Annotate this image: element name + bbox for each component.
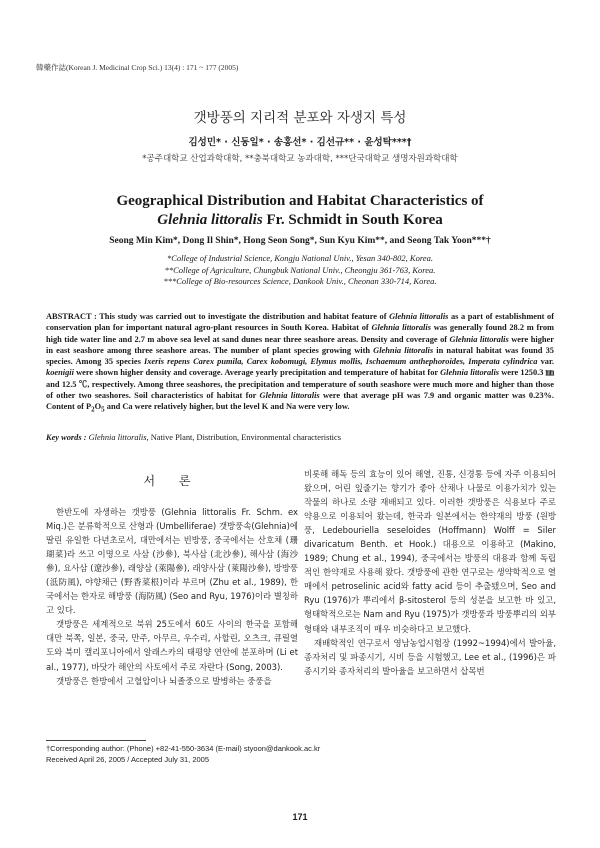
abstract-text: were higher in east seashore among three seashore areas. The number of plant species growing with [46, 334, 554, 355]
english-authors: Seong Min Kim*, Dong Il Shin*, Hong Seon Song*, Sun Kyu Kim**, and Seong Tak Yoon***† [109, 236, 491, 246]
abstract-text: var. [537, 357, 555, 367]
abstract-text: and Ca were relatively higher, but the level K and Na were very low. [104, 402, 350, 412]
abstract-text: were 1250.3 ㎜ and 12.5 ℃, respectively. Among three seashores, the precipitation and temperature of south seashore were much more and higher than those of other two seashores. Soil characteristics of habitat for [46, 368, 554, 401]
abstract-text: were shown higher density and coverage. Average yearly precipitation and temperature of habitat for [73, 368, 441, 378]
footnote-divider [46, 740, 146, 741]
abstract-text: were that average pH was 7.9 and organic matter was 0.23%. Content of P [46, 391, 555, 412]
subscript: 5 [101, 406, 105, 415]
abstract [46, 311, 554, 416]
subscript: 2 [91, 406, 95, 415]
english-title-rest: Fr. Schmidt in South Korea [262, 212, 443, 228]
abstract-label: ABSTRACT : [46, 312, 100, 321]
keywords-species: Glehnia littoralis [88, 433, 147, 442]
english-affiliations [0, 253, 600, 288]
abstract-species: Glehnia littoralis [259, 391, 320, 401]
keywords-label: Key words : [46, 433, 89, 442]
abstract-species: Glehnia littoralis [389, 312, 449, 321]
english-title [0, 192, 600, 230]
abstract-text: This study was carried out to investigate the distribution and habitat feature of [99, 312, 390, 321]
english-title-line2 [0, 211, 600, 230]
abstract-species: Glehnia littoralis [440, 368, 500, 378]
korean-title: 갯방풍의 지리적 분포와 자생지 특성 [193, 110, 407, 126]
english-title-line1: Geographical Distribution and Habitat Characteristics of [116, 193, 484, 209]
right-column [304, 467, 556, 678]
received-accepted: Received April 26, 2005 / Accepted July 31, 2005 [46, 755, 210, 764]
paragraph: 갯방풍은 한방에서 고혈압이나 뇌졸중으로 발병하는 중풍을 [56, 675, 272, 686]
paragraph: 한반도에 자생하는 갯방풍 (Glehnia littoralis Fr. Schm. ex Miq.)은 분류학적으로 산형과 (Umbelliferae) 갯방풍속(Glehnia)에 딸린 유일한 다년초로서, 대만에서는 빈방풍, 중국에서는 산호채 (珊瑚菜)라 쓰고 이명으로 사삼 (沙參), 북사삼 (北沙參), 해사삼 (海沙參), 요사삼 (遼沙參), 래양삼 (萊陽參), 래양사삼 (萊陽沙參), 방방풍 (泜防風), 야향채근 (野香菜根)이라 부르며 (Zhu et al., 1989), 한국에서는 한자로 해방풍 (海防風) (Seo and Ryu, 1976)이라 별칭하고 있다. [46, 507, 298, 616]
footnote [46, 743, 320, 765]
abstract-species-list: Ixeris repens Carex pumila, Carex kobomugi, Elymus mollis, Ischaemum anthephoroides, Imperata cylindrica [143, 357, 538, 367]
section-heading-introduction: 서 론 [143, 474, 201, 488]
keywords-text: , Native Plant, Distribution, Environmental characteristics [146, 433, 341, 442]
abstract-text: was generally found 28.2 m from high tide water line and 2.7 m above sea level at sand dunes near three seashore areas. Density and coverage of [46, 323, 554, 344]
english-affiliation-1: *College of Industrial Science, Kongju National Univ., Yesan 340-802, Korea. [166, 253, 433, 263]
korean-authors: 김성민* · 신동일* · 송홍선* · 김선규** · 윤성탁***† [188, 137, 412, 148]
keywords [46, 433, 554, 442]
paragraph: 비롯해 해독 등의 효능이 있어 해열, 진통, 신경통 등에 자주 이용되어 왔으며, 어린 잎줄기는 향기가 좋아 산채나 나물로 이용가치가 있는 작물의 하나로 소량 재배되고 있다. 이러한 갯방풍은 식용보다 주로 약용으로 이용되어 왔는데, 한국과 일본에서는 한약재의 방풍 (원방풍, Ledebouriella seseloides (Hoffmann) Wolff = Siler divaricatum Benth. et Hook.) 대용으로 이용하고 (Makino, 1989; Chung et al., 1994), 중국에서는 방풍의 대용과 함께 독립적인 한약재로 사용해 왔다. 갯방풍에 관한 연구로는 생약학적으로 열매에서 petroselinic acid와 fatty acid 등이 추출됐으며, Seo and Ryu (1976)가 뿌리에서 β-sitosterol 등의 성분을 보고한 바 있고, 형태학적으로는 Nam and Ryu (1975)가 갯방풍과 방풍뿌리의 외부형태와 내부조직이 매우 비슷하다고 보고했다. [304, 469, 556, 634]
left-column [46, 505, 298, 688]
abstract-text: in natural habitat was found 35 species. Among 35 species [46, 345, 554, 367]
abstract-variety: koenigii [46, 368, 74, 378]
abstract-species: Glehnia littoralis [449, 334, 509, 344]
corresponding-author: †Corresponding author: (Phone) +82-41-550-3634 (E-mail) styoon@dankook.ac.kr [46, 744, 321, 753]
abstract-species: Glehnia littoralis [371, 323, 431, 333]
paragraph: 갯방풍은 세계적으로 북위 25도에서 60도 사이의 한국을 포함해 대만 북쪽, 일본, 중국, 만주, 아무르, 우수리, 사할린, 오츠크, 큐릴열도와 북미 캘리포니아에서 알래스카의 태평양 연안에 분포하며 (Li et al., 1977), 바닷가 해안의 사토에서 주로 자란다 (Song, 2003). [46, 619, 298, 672]
english-affiliation-3: ***College of Bio-resources Science, Dankook Univ., Cheonan 330-714, Korea. [163, 276, 437, 286]
korean-affiliations: *공주대학교 산업과학대학, **충북대학교 농과대학, ***단국대학교 생명자원과학대학 [142, 154, 458, 164]
paragraph: 재배학적인 연구로서 영남농업시험장 (1992~1994)에서 발아율, 종자처리 및 파종시기, 시비 등을 시험했고, Lee et al., (1996)은 파종시기와 종자처리의 발아율을 보고하면서 삽목번 [304, 637, 556, 676]
abstract-text: as a part of establishment of conservation plan for important natural agro-plant resources in South Korea. Habitat of [46, 312, 554, 333]
abstract-text: O [94, 402, 102, 412]
english-affiliation-2: **College of Agriculture, Chungbuk National Univ., Cheongju 361-763, Korea. [164, 264, 436, 275]
page-number: 171 [292, 812, 308, 822]
english-title-species: Glehnia littoralis [157, 212, 263, 228]
journal-citation: 韓藥作誌(Korean J. Medicinal Crop Sci.) 13(4) : 171 ~ 177 (2005) [36, 63, 239, 72]
abstract-species: Glehnia littoralis [373, 345, 434, 355]
